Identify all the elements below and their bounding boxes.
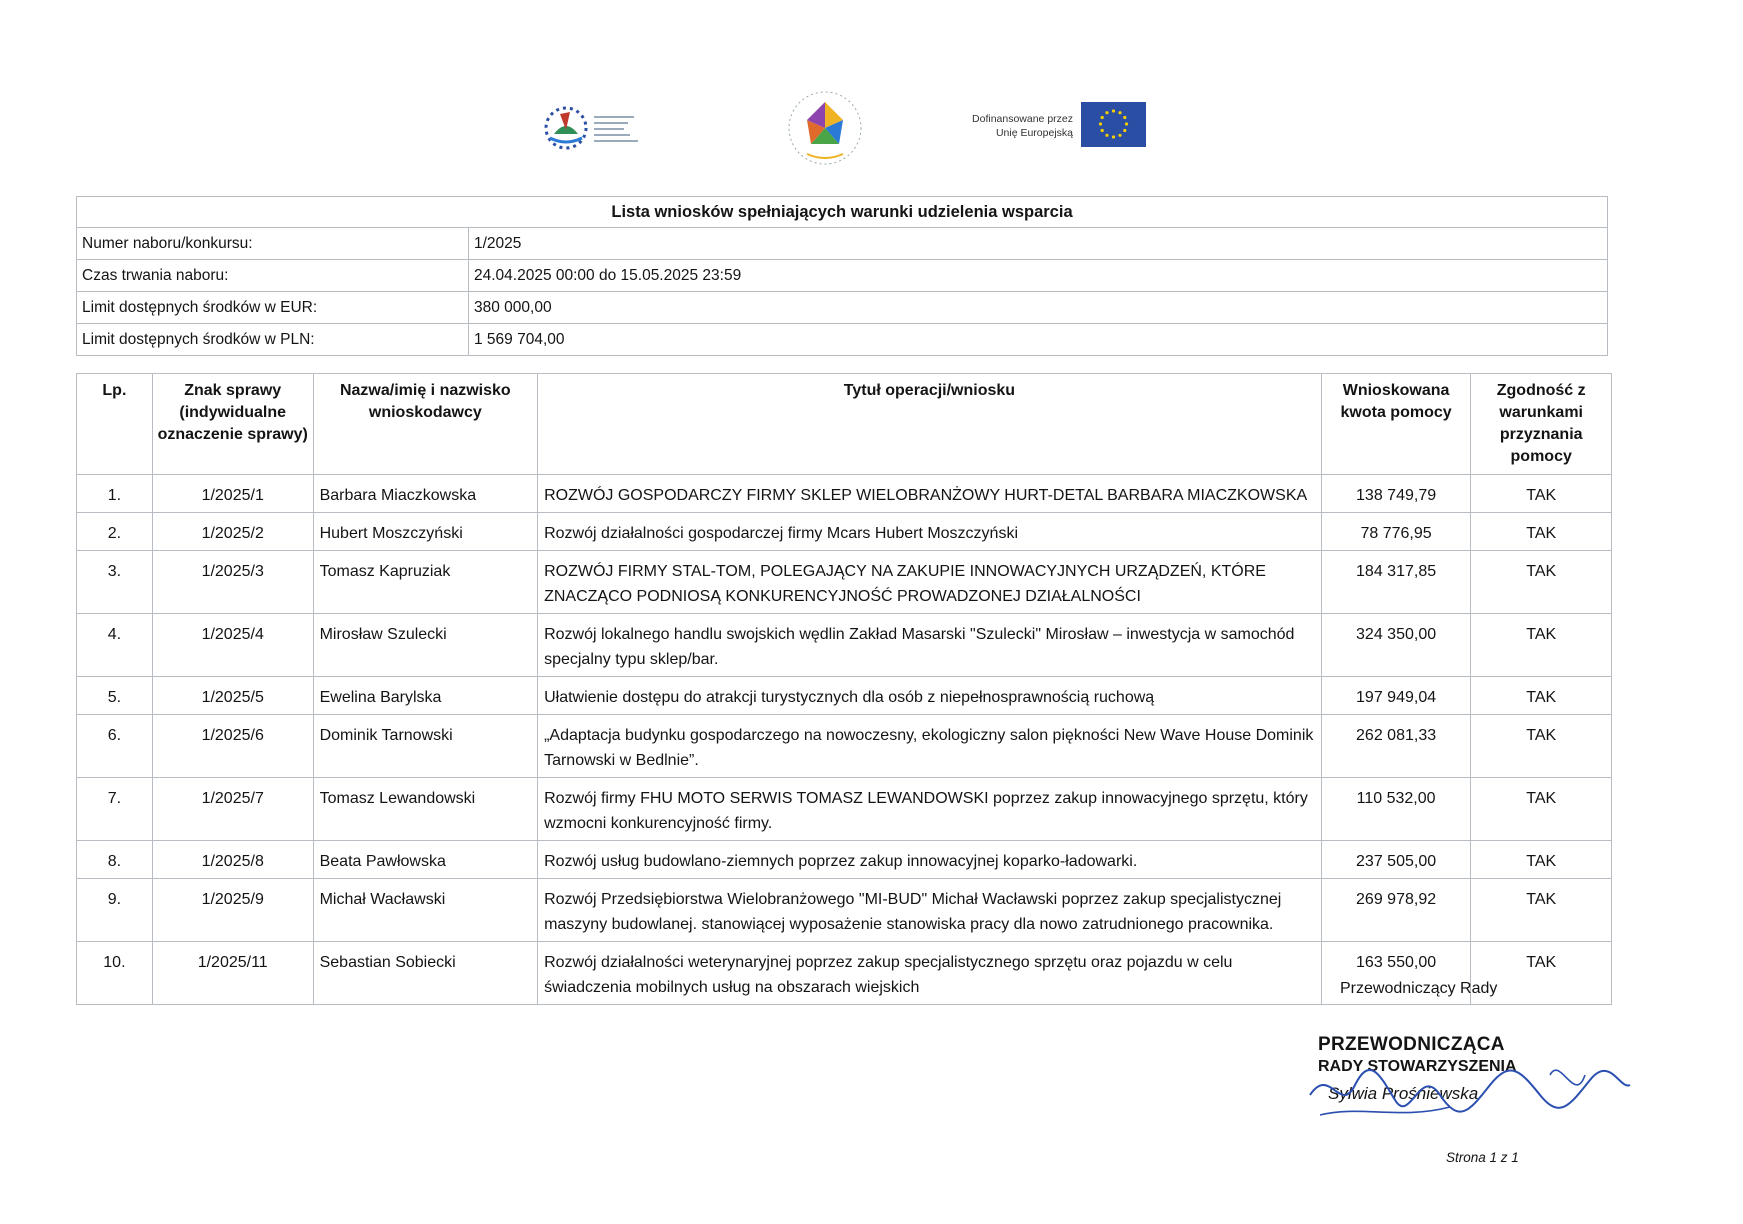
cell-case-number: 1/2025/6 xyxy=(152,715,313,778)
cell-amount: 110 532,00 xyxy=(1321,778,1471,841)
cell-lp: 10. xyxy=(77,942,153,1005)
cell-applicant: Beata Pawłowska xyxy=(313,841,537,879)
cell-lp: 2. xyxy=(77,513,153,551)
cell-amount: 78 776,95 xyxy=(1321,513,1471,551)
cell-compliance: TAK xyxy=(1471,879,1612,942)
cell-applicant: Ewelina Barylska xyxy=(313,677,537,715)
document-title: Lista wniosków spełniających warunki udzielenia wsparcia xyxy=(77,197,1608,228)
cell-amount: 262 081,33 xyxy=(1321,715,1471,778)
cell-compliance: TAK xyxy=(1471,551,1612,614)
eu-caption-line1: Dofinansowane przez xyxy=(972,113,1073,125)
cell-applicant: Tomasz Kapruziak xyxy=(313,551,537,614)
stamp-line3: Sylwia Prośniewska xyxy=(1328,1084,1479,1103)
eu-caption-line2: Unię Europejską xyxy=(995,127,1073,139)
cell-operation-title: Rozwój Przedsiębiorstwa Wielobranżowego "MI-BUD" Michał Wacławski poprzez zakup specjalistycznej maszyny budowlanej. stanowiącej wyposażenie stanowiska pracy dla nowo zatrudnionego pracownika. xyxy=(538,879,1322,942)
cell-operation-title: Ułatwienie dostępu do atrakcji turystycznych dla osób z niepełnosprawnością ruchową xyxy=(538,677,1322,715)
cell-lp: 4. xyxy=(77,614,153,677)
cell-operation-title: Rozwój lokalnego handlu swojskich wędlin Zakład Masarski "Szulecki" Mirosław – inwestycja w samochód specjalny typu sklep/bar. xyxy=(538,614,1322,677)
table-header-row xyxy=(77,374,1612,475)
cell-applicant: Tomasz Lewandowski xyxy=(313,778,537,841)
eu-flag-icon xyxy=(1081,102,1146,147)
cell-case-number: 1/2025/7 xyxy=(152,778,313,841)
cell-operation-title: Rozwój firmy FHU MOTO SERWIS TOMASZ LEWANDOWSKI poprzez zakup innowacyjnego sprzętu, który wzmocni konkurencyjność firmy. xyxy=(538,778,1322,841)
cell-lp: 1. xyxy=(77,475,153,513)
info-value: 24.04.2025 00:00 do 15.05.2025 23:59 xyxy=(469,260,1608,292)
cell-operation-title: Rozwój usług budowlano-ziemnych poprzez zakup innowacyjnej koparko-ładowarki. xyxy=(538,841,1322,879)
cell-applicant: Mirosław Szulecki xyxy=(313,614,537,677)
cell-amount: 324 350,00 xyxy=(1321,614,1471,677)
cell-applicant: Barbara Miaczkowska xyxy=(313,475,537,513)
header-applicant: Nazwa/imię i nazwisko wnioskodawcy xyxy=(313,374,537,475)
cell-compliance: TAK xyxy=(1471,614,1612,677)
cell-lp: 8. xyxy=(77,841,153,879)
handwritten-signature xyxy=(1300,1045,1640,1135)
cell-applicant: Dominik Tarnowski xyxy=(313,715,537,778)
cell-lp: 3. xyxy=(77,551,153,614)
info-label: Limit dostępnych środków w PLN: xyxy=(77,324,469,356)
header-lp: Lp. xyxy=(77,374,153,475)
cell-applicant: Michał Wacławski xyxy=(313,879,537,942)
cell-lp: 7. xyxy=(77,778,153,841)
cell-compliance: TAK xyxy=(1471,841,1612,879)
cell-compliance: TAK xyxy=(1471,677,1612,715)
chair-label: Przewodniczący Rady xyxy=(1340,980,1498,997)
cell-operation-title: Rozwój działalności gospodarczej firmy Mcars Hubert Moszczyński xyxy=(538,513,1322,551)
cell-lp: 6. xyxy=(77,715,153,778)
applications-table xyxy=(76,373,1612,1005)
regional-program-logo xyxy=(540,100,650,156)
cell-operation-title: „Adaptacja budynku gospodarczego na nowoczesny, ekologiczny salon piękności New Wave House Dominik Tarnowski w Bedlnie”. xyxy=(538,715,1322,778)
cell-amount: 197 949,04 xyxy=(1321,677,1471,715)
cell-amount: 237 505,00 xyxy=(1321,841,1471,879)
cell-compliance: TAK xyxy=(1471,715,1612,778)
header-compliance: Zgodność z warunkami przyznania pomocy xyxy=(1471,374,1612,475)
cell-case-number: 1/2025/11 xyxy=(152,942,313,1005)
cell-case-number: 1/2025/1 xyxy=(152,475,313,513)
table-row xyxy=(77,614,1612,677)
header-amount: Wnioskowana kwota pomocy xyxy=(1321,374,1471,475)
info-value: 1 569 704,00 xyxy=(469,324,1608,356)
cell-operation-title: ROZWÓJ GOSPODARCZY FIRMY SKLEP WIELOBRANŻOWY HURT-DETAL BARBARA MIACZKOWSKA xyxy=(538,475,1322,513)
cell-amount: 138 749,79 xyxy=(1321,475,1471,513)
page-number: Strona 1 z 1 xyxy=(1446,1150,1519,1165)
cell-applicant: Sebastian Sobiecki xyxy=(313,942,537,1005)
cell-applicant: Hubert Moszczyński xyxy=(313,513,537,551)
info-row xyxy=(77,228,1608,260)
eu-caption xyxy=(955,112,1073,140)
stamp-line1: PRZEWODNICZĄCA xyxy=(1318,1034,1505,1055)
cell-case-number: 1/2025/3 xyxy=(152,551,313,614)
info-value: 1/2025 xyxy=(469,228,1608,260)
info-row xyxy=(77,324,1608,356)
cell-case-number: 1/2025/8 xyxy=(152,841,313,879)
cell-amount: 184 317,85 xyxy=(1321,551,1471,614)
cell-operation-title: Rozwój działalności weterynaryjnej poprzez zakup specjalistycznego sprzętu oraz pojazdu w celu świadczenia mobilnych usług na obszarach wiejskich xyxy=(538,942,1322,1005)
cell-compliance: TAK xyxy=(1471,475,1612,513)
eu-cofinancing-logo xyxy=(955,102,1165,150)
logos-bar xyxy=(540,88,1160,168)
table-row xyxy=(77,715,1612,778)
table-row xyxy=(77,677,1612,715)
cell-amount: 163 550,00 xyxy=(1321,942,1471,1005)
cell-case-number: 1/2025/5 xyxy=(152,677,313,715)
info-row xyxy=(77,292,1608,324)
cell-operation-title: ROZWÓJ FIRMY STAL-TOM, POLEGAJĄCY NA ZAKUPIE INNOWACYJNYCH URZĄDZEŃ, KTÓRE ZNACZĄCO PODNIOSĄ KONKURENCYJNOŚĆ PROWADZONEJ DZIAŁALNOŚCI xyxy=(538,551,1322,614)
table-row xyxy=(77,778,1612,841)
table-row xyxy=(77,513,1612,551)
cell-case-number: 1/2025/9 xyxy=(152,879,313,942)
cell-lp: 5. xyxy=(77,677,153,715)
cell-case-number: 1/2025/2 xyxy=(152,513,313,551)
info-label: Czas trwania naboru: xyxy=(77,260,469,292)
table-row xyxy=(77,841,1612,879)
header-case-number: Znak sprawy (indywidualne oznaczenie sprawy) xyxy=(152,374,313,475)
call-info-table xyxy=(76,196,1608,356)
cell-compliance: TAK xyxy=(1471,942,1612,1005)
cell-compliance: TAK xyxy=(1471,778,1612,841)
table-row xyxy=(77,551,1612,614)
table-row xyxy=(77,475,1612,513)
info-value: 380 000,00 xyxy=(469,292,1608,324)
cell-compliance: TAK xyxy=(1471,513,1612,551)
info-label: Limit dostępnych środków w EUR: xyxy=(77,292,469,324)
info-row xyxy=(77,260,1608,292)
cell-amount: 269 978,92 xyxy=(1321,879,1471,942)
lgd-centrum-logo xyxy=(785,88,865,168)
info-label: Numer naboru/konkursu: xyxy=(77,228,469,260)
table-row xyxy=(77,879,1612,942)
stamp-line2: RADY STOWARZYSZENIA xyxy=(1318,1058,1517,1075)
header-operation-title: Tytuł operacji/wniosku xyxy=(538,374,1322,475)
cell-case-number: 1/2025/4 xyxy=(152,614,313,677)
cell-lp: 9. xyxy=(77,879,153,942)
